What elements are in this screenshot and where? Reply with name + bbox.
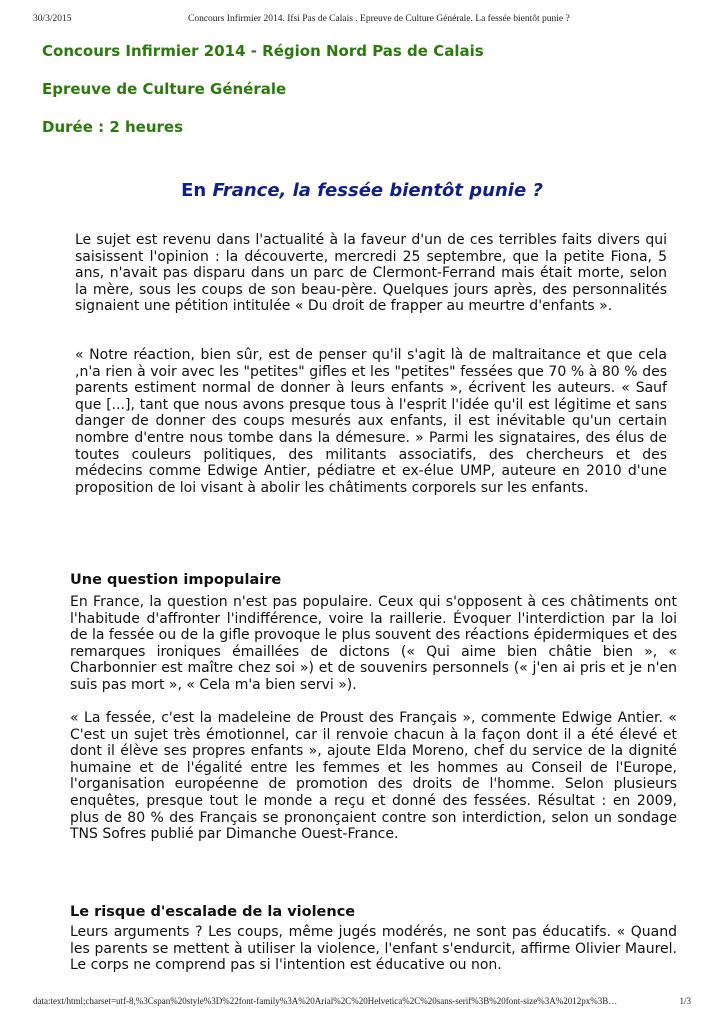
- exam-subject: Epreuve de Culture Générale: [42, 80, 287, 98]
- article-title-rest: France, la fessée bientôt punie ?: [212, 180, 543, 201]
- exam-title: Concours Infirmier 2014 - Région Nord Pas de Calais: [42, 42, 484, 60]
- intro-paragraph-1: Le sujet est revenu dans l'actualité à la faveur d'un de ces terribles faits divers qui saisissent l'opinion : la découverte, mercredi 25 septembre, que la petite Fiona, 5 ans, n'avait pas disparu dans un parc de Clermont-Ferrand mais était morte, selon la mère, sous les coups de son beau-père. Quelques jours après, des personnalités signaient une pétition intitulée « Du droit de frapper au meurtre d'enfants ».: [75, 232, 667, 315]
- section-heading-impopulaire: Une question impopulaire: [70, 572, 282, 588]
- intro-paragraph-2: « Notre réaction, bien sûr, est de penser qu'il s'agit là de maltraitance et que cela ,n'a rien à voir avec les "petites" gifles et les "petites" fessées que 70 % à 80 % des parents estiment normal de donner à leurs enfants », écrivent les auteurs. « Sauf que [...], tant que nous avons presque tous à l'esprit l'idée qu'il est légitime et sans danger de donner des coups mesurés aux enfants, il est inévitable qu'un certain nombre d'entre nous tombe dans la démesure. » Parmi les signataires, des élus de toutes couleurs politiques, des militants associatifs, des chercheurs et des médecins comme Edwige Antier, pédiatre et ex-élue UMP, auteure en 2010 d'une proposition de loi visant à abolir les châtiments corporels sur les enfants.: [75, 347, 667, 496]
- article-title-prefix: En: [181, 180, 213, 201]
- page-number: 1/3: [679, 996, 691, 1006]
- section-heading-escalade: Le risque d'escalade de la violence: [70, 904, 356, 920]
- section1-paragraph-2: « La fessée, c'est la madeleine de Proust des Français », commente Edwige Antier. « C'est un sujet très émotionnel, car il renvoie chacun à la façon dont il a été élevé et dont il élève ses propres enfants », ajoute Elda Moreno, chef du service de la dignité humaine et de l'égalité entre les femmes et les hommes au Conseil de l'Europe, l'organisation européenne de promotion des droits de l'homme. Selon plusieurs enquêtes, presque tout le monde a reçu et donné des fessées. Résultat : en 2009, plus de 80 % des Français se prononçaient contre son interdiction, selon un sondage TNS Sofres publié par Dimanche Ouest-France.: [70, 710, 677, 843]
- exam-duration: Durée : 2 heures: [42, 118, 184, 136]
- article-title: [0, 180, 724, 201]
- print-doc-title: Concours Infirmier 2014. Ifsi Pas de Calais . Epreuve de Culture Générale. La fessée bientôt punie ?: [188, 14, 570, 24]
- section1-paragraph-1: En France, la question n'est pas populaire. Ceux qui s'opposent à ces châtiments ont l'habitude d'affronter l'indifférence, voire la raillerie. Évoquer l'interdiction par la loi de la fessée ou de la gifle provoque le plus souvent des réactions épidermiques et des remarques ironiques émaillées de dictons (« Qui aime bien châtie bien », « Charbonnier est maître chez soi ») et de souvenirs personnels (« j'en ai pris et je n'en suis pas mort », « Cela m'a bien servi »).: [70, 594, 677, 693]
- section2-paragraph-1: Leurs arguments ? Les coups, même jugés modérés, ne sont pas éducatifs. « Quand les parents se mettent à utiliser la violence, l'enfant s'endurcit, affirme Olivier Maurel. Le corps ne comprend pas si l'intention est éducative ou non.: [70, 924, 677, 974]
- print-url: data:text/html;charset=utf-8,%3Cspan%20style%3D%22font-family%3A%20Arial%2C%20Helvetica%2C%20sans-serif%3B%20font-size%3A%2012px%3B…: [33, 996, 618, 1006]
- print-date: 30/3/2015: [33, 14, 72, 24]
